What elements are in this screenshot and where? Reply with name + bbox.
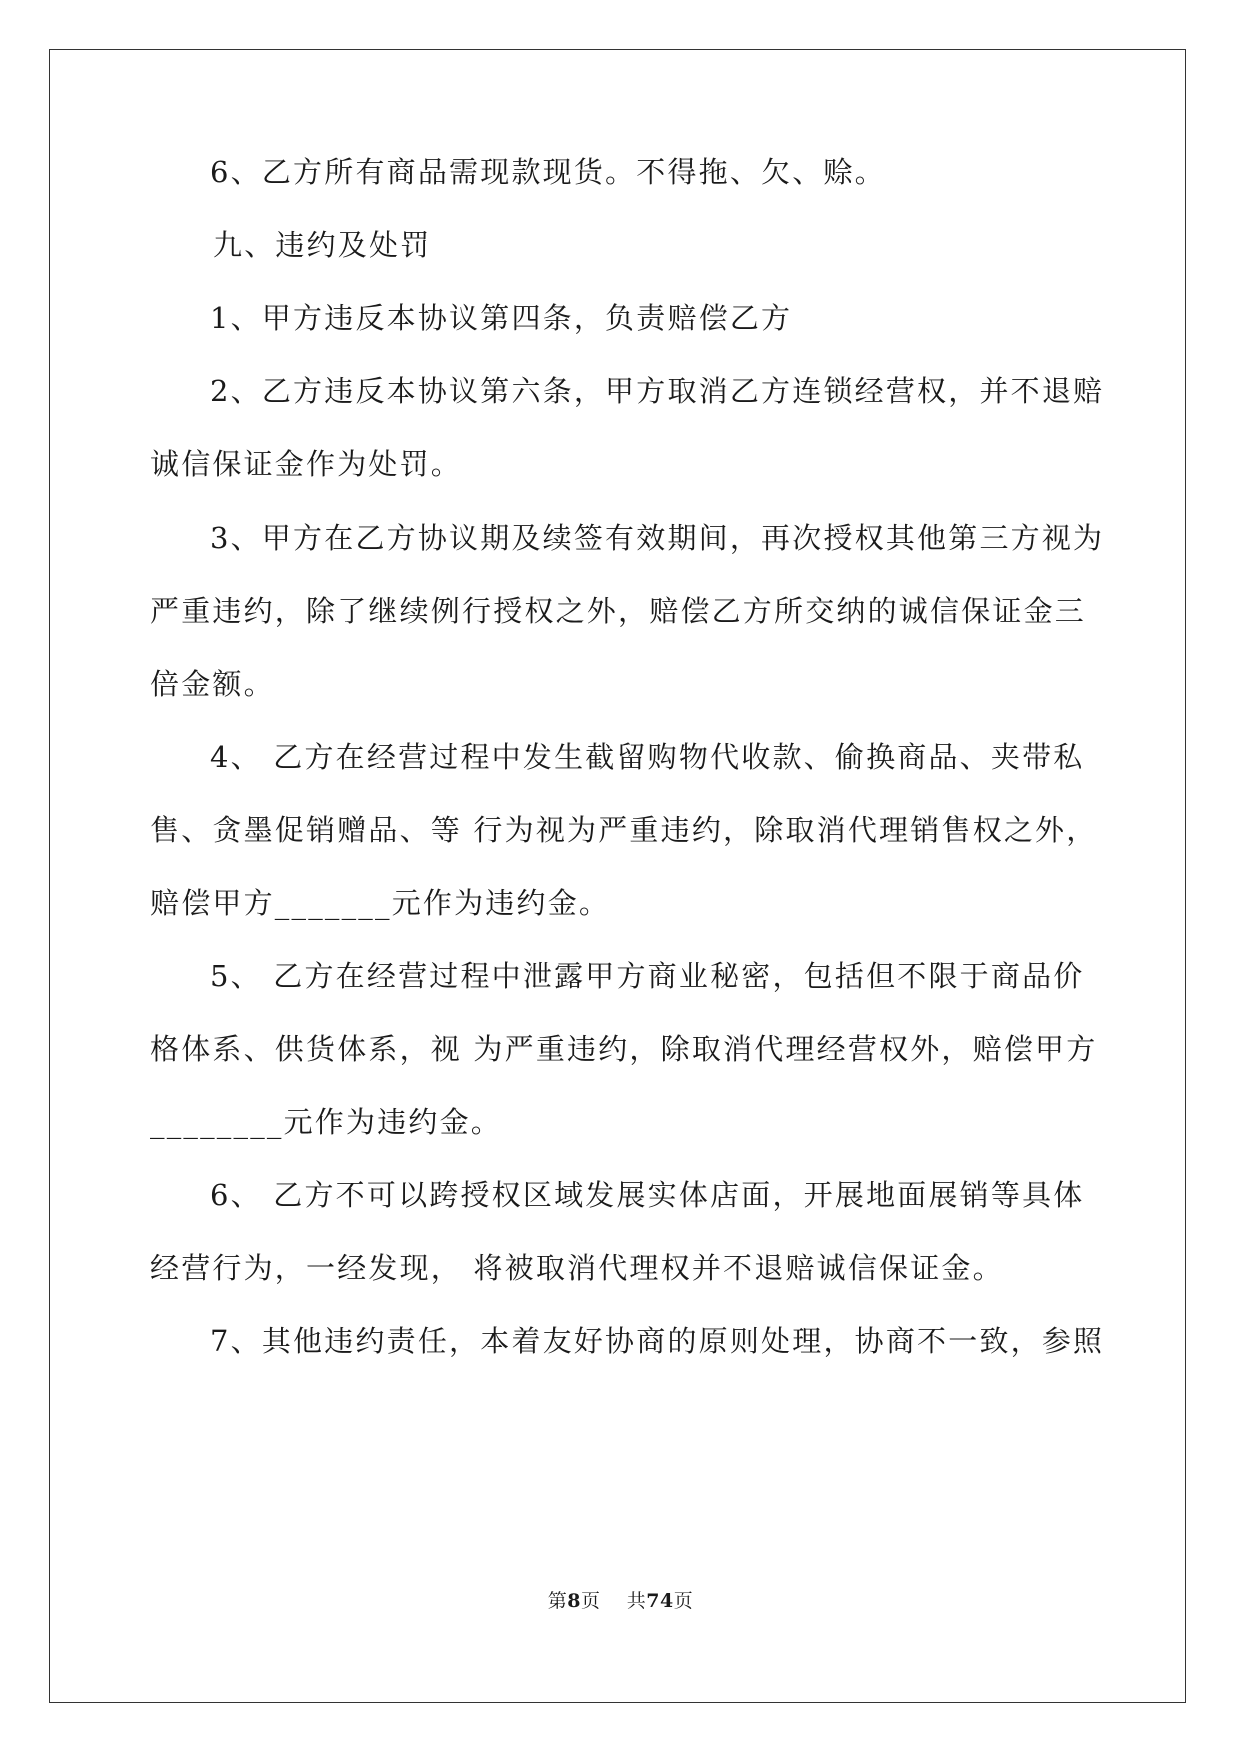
page-unit: 页 <box>581 1590 601 1612</box>
paragraph-line: 严重违约，除了继续例行授权之外，赔偿乙方所交纳的诚信保证金三 <box>150 594 1087 628</box>
paragraph-line: 赔偿甲方_______元作为违约金。 <box>150 886 611 920</box>
paragraph-line: 诚信保证金作为处罚。 <box>150 447 463 481</box>
paragraph-line: ________元作为违约金。 <box>150 1105 503 1139</box>
paragraph-line: 7、其他违约责任，本着友好协商的原则处理，协商不一致，参照 <box>210 1324 1105 1358</box>
page-footer <box>0 1586 1241 1613</box>
paragraph-line: 倍金额。 <box>150 667 275 701</box>
paragraph-line: 格体系、供货体系，视 为严重违约，除取消代理经营权外，赔偿甲方 <box>150 1032 1098 1066</box>
page-number: 8 <box>567 1590 582 1612</box>
paragraph-line: 1、甲方违反本协议第四条，负责赔偿乙方 <box>210 301 793 335</box>
total-pages: 74 <box>646 1590 674 1612</box>
paragraph-line: 2、乙方违反本协议第六条，甲方取消乙方连锁经营权，并不退赔 <box>210 374 1105 408</box>
total-unit: 页 <box>673 1590 694 1612</box>
paragraph-line: 3、甲方在乙方协议期及续签有效期间，再次授权其他第三方视为 <box>210 521 1105 555</box>
paragraph-line: 售、贪墨促销赠品、等 行为视为严重违约，除取消代理销售权之外， <box>150 813 1098 847</box>
total-prefix: 共 <box>626 1590 647 1612</box>
paragraph-line: 经营行为，一经发现， 将被取消代理权并不退赔诚信保证金。 <box>150 1251 1004 1285</box>
paragraph-line: 6、乙方所有商品需现款现货。不得拖、欠、赊。 <box>210 155 886 189</box>
paragraph-line: 6、 乙方不可以跨授权区域发展实体店面，开展地面展销等具体 <box>210 1178 1085 1212</box>
page-prefix: 第 <box>547 1590 568 1612</box>
paragraph-line: 4、 乙方在经营过程中发生截留购物代收款、偷换商品、夹带私 <box>210 740 1085 774</box>
section-heading: 九、违约及处罚 <box>213 228 432 262</box>
paragraph-line: 5、 乙方在经营过程中泄露甲方商业秘密，包括但不限于商品价 <box>210 959 1085 993</box>
